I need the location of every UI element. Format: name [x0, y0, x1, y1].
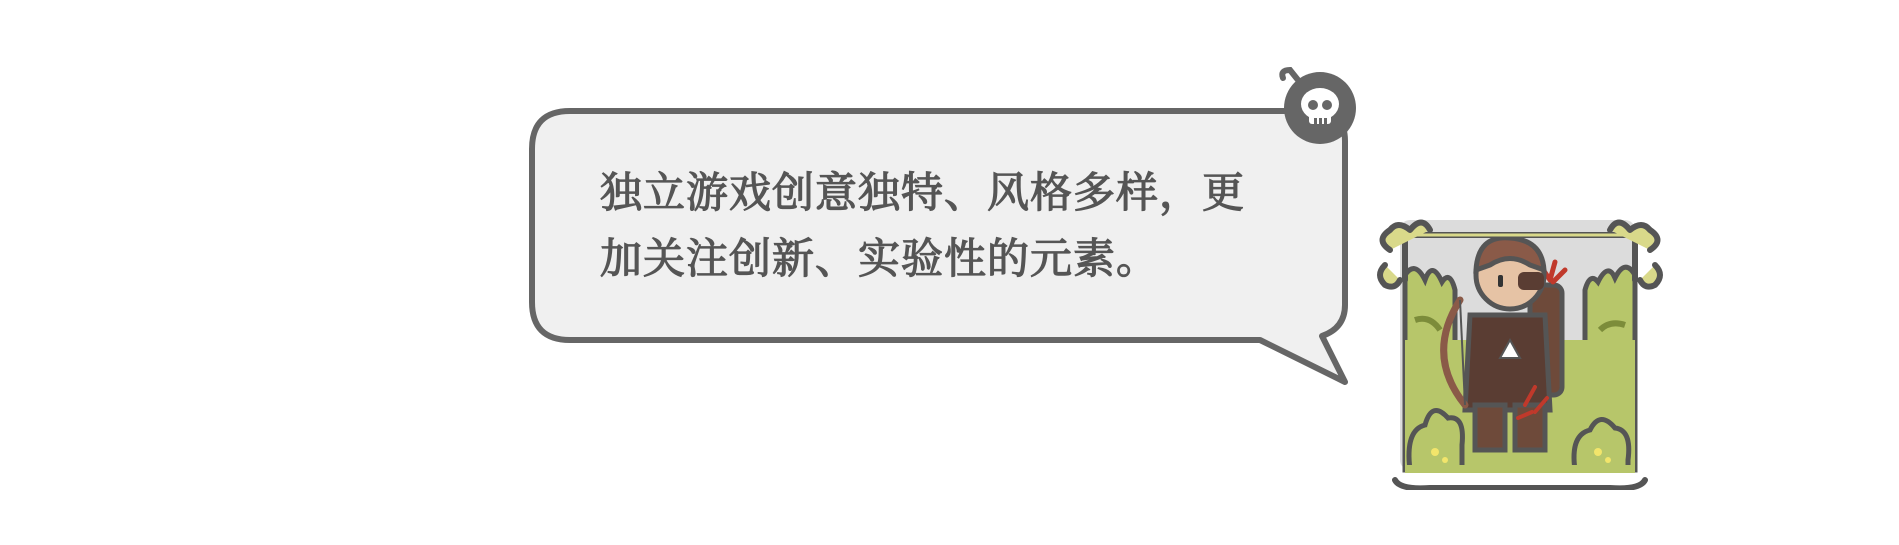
speech-bubble-text	[600, 160, 1300, 292]
archer-character-icon	[1370, 190, 1670, 490]
speech-line-1: 独立游戏创意独特、风格多样，更	[600, 168, 1246, 217]
speech-line-2: 加关注创新、实验性的元素。	[600, 234, 1160, 283]
